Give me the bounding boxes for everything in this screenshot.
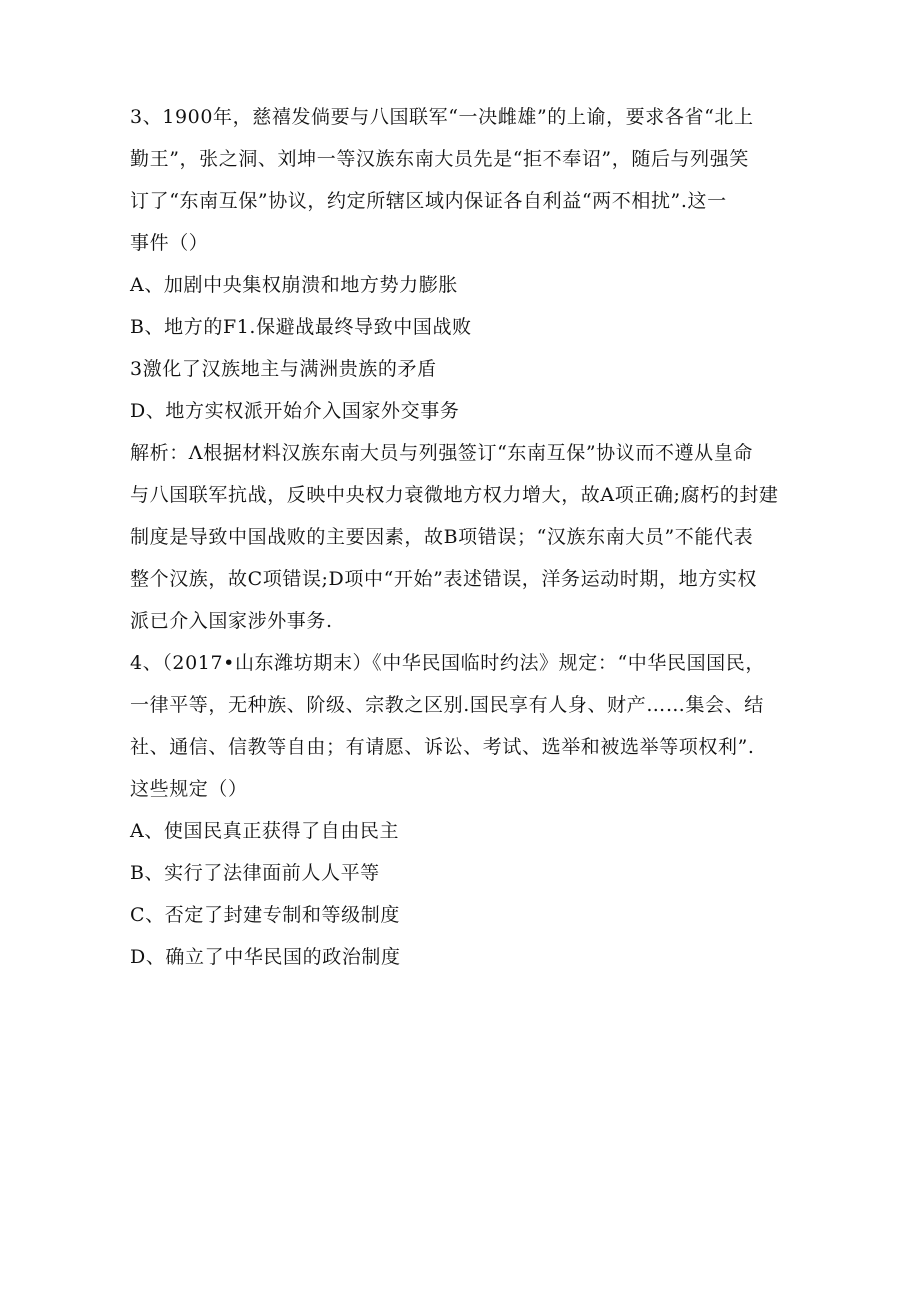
question-4-stem-line: 一律平等，无种族、阶级、宗教之区别.国民享有人身、财产……集会、结	[130, 694, 764, 716]
question-3-analysis-line: 解析：Λ根据材料汉族东南大员与列强签订“东南互保”协议而不遵从皇命	[130, 442, 753, 464]
question-4-option-d: D、确立了中华民国的政治制度	[130, 946, 401, 968]
question-3-option-c: 3激化了汉族地主与满洲贵族的矛盾	[130, 358, 437, 380]
document-page	[130, 96, 800, 978]
question-3-analysis-line: 整个汉族，故C项错误;D项中“开始”表述错误，洋务运动时期，地方实权	[130, 568, 758, 590]
question-4	[130, 642, 800, 978]
question-4-option-c: C、否定了封建专制和等级制度	[130, 904, 400, 926]
question-3-stem-line: 3、1900年，慈禧发倘要与八国联军“一决雌雄”的上谕，要求各省“北上	[130, 106, 754, 128]
question-3-option-d: D、地方实权派开始介入国家外交事务	[130, 400, 460, 422]
question-3-analysis-line: 制度是导致中国战败的主要因素，故B项错误；“汉族东南大员”不能代表	[130, 526, 754, 548]
question-4-stem-line: 社、通信、信教等自由；有请愿、诉讼、考试、选举和被选举等项权利”.	[130, 736, 755, 758]
question-3-stem-line: 事件（）	[130, 232, 209, 254]
question-3	[130, 96, 800, 642]
question-4-stem-line: 这些规定（）	[130, 778, 248, 800]
question-3-stem-line: 勤王”，张之洞、刘坤一等汉族东南大员先是“拒不奉诏”，随后与列强笑	[130, 148, 749, 170]
question-3-option-a: A、加剧中央集权崩溃和地方势力膨胀	[130, 274, 458, 296]
question-4-option-a: A、使国民真正获得了自由民主	[130, 820, 400, 842]
question-3-analysis-line: 派已介入国家涉外事务.	[130, 610, 333, 632]
question-4-option-b: B、实行了法律面前人人平等	[130, 862, 380, 884]
question-4-stem-line: 4、（2017•山东潍坊期末）《中华民国临时约法》规定：“中华民国国民，	[130, 652, 765, 674]
question-3-analysis-line: 与八国联军抗战，反映中央权力衰微地方权力增大，故A项正确;腐朽的封建	[130, 484, 779, 506]
question-3-option-b: B、地方的F1.保避战最终导致中国战败	[130, 316, 472, 338]
question-3-stem-line: 订了“东南互保”协议，约定所辖区域内保证各自利益“两不相扰”.这一	[130, 190, 727, 212]
